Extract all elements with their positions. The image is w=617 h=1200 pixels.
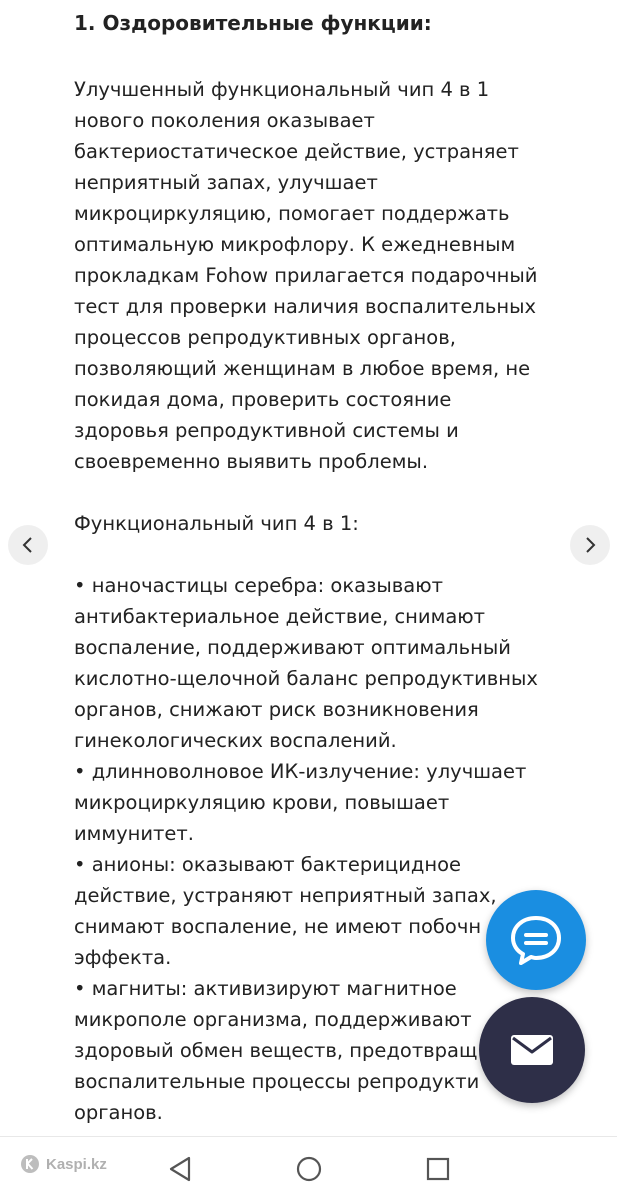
- bullet-anions: • анионы: оказывают бактерицидное действие, устраняют неприятный запах, снимают воспаление, не имеют побочн эффекта.: [74, 853, 497, 969]
- chat-button[interactable]: [486, 890, 586, 990]
- chat-bubble-icon: [508, 914, 564, 966]
- email-button[interactable]: [479, 997, 585, 1103]
- recent-square-icon: [425, 1155, 451, 1183]
- section-heading: 1. Оздоровительные функции:: [74, 11, 432, 35]
- chevron-left-icon: [21, 535, 35, 555]
- home-circle-icon: [295, 1155, 323, 1183]
- back-triangle-icon: [167, 1155, 193, 1183]
- kaspi-watermark: [20, 1154, 107, 1174]
- system-back-button[interactable]: [167, 1155, 193, 1187]
- intro-paragraph: Улучшенный функциональный чип 4 в 1 нового поколения оказывает бактериостатическое действие, устраняет неприятный запах, улучшает микроциркуляцию, помогает поддержать оптимальную микрофлору. К ежедневным прокладкам Fohow прилагается подарочный тест для проверки наличия воспалительных процессов репродуктивных органов, позволяющий женщинам в любое время, не покидая дома, проверить состояние здоровья репродуктивной системы и своевременно выявить проблемы.: [74, 78, 538, 473]
- bullet-magnets: • магниты: активизируют магнитное микрополе организма, поддерживают здоровый обмен веществ, предотвращ воспалительные процессы репродукти органов.: [74, 977, 480, 1124]
- bullet-silver: • наночастицы серебра: оказывают антибактериальное действие, снимают воспаление, поддерживают оптимальный кислотно-щелочной баланс репродуктивных органов, снижают риск возникновения гинекологических воспалений.: [74, 574, 538, 752]
- kaspi-logo-icon: [20, 1154, 40, 1174]
- bullet-infrared: • длинноволновое ИК-излучение: улучшает микроциркуляцию крови, повышает иммунитет.: [74, 760, 527, 845]
- watermark-text: Kaspi.kz: [46, 1155, 107, 1173]
- gallery-prev-button[interactable]: [8, 525, 48, 565]
- gallery-next-button[interactable]: [570, 525, 610, 565]
- android-navigation-bar: [0, 1136, 617, 1200]
- chip-subheading: Функциональный чип 4 в 1:: [74, 512, 359, 535]
- envelope-icon: [510, 1034, 554, 1066]
- system-home-button[interactable]: [295, 1155, 323, 1187]
- system-recent-apps-button[interactable]: [425, 1155, 451, 1187]
- product-description: [74, 0, 554, 1128]
- chevron-right-icon: [583, 535, 597, 555]
